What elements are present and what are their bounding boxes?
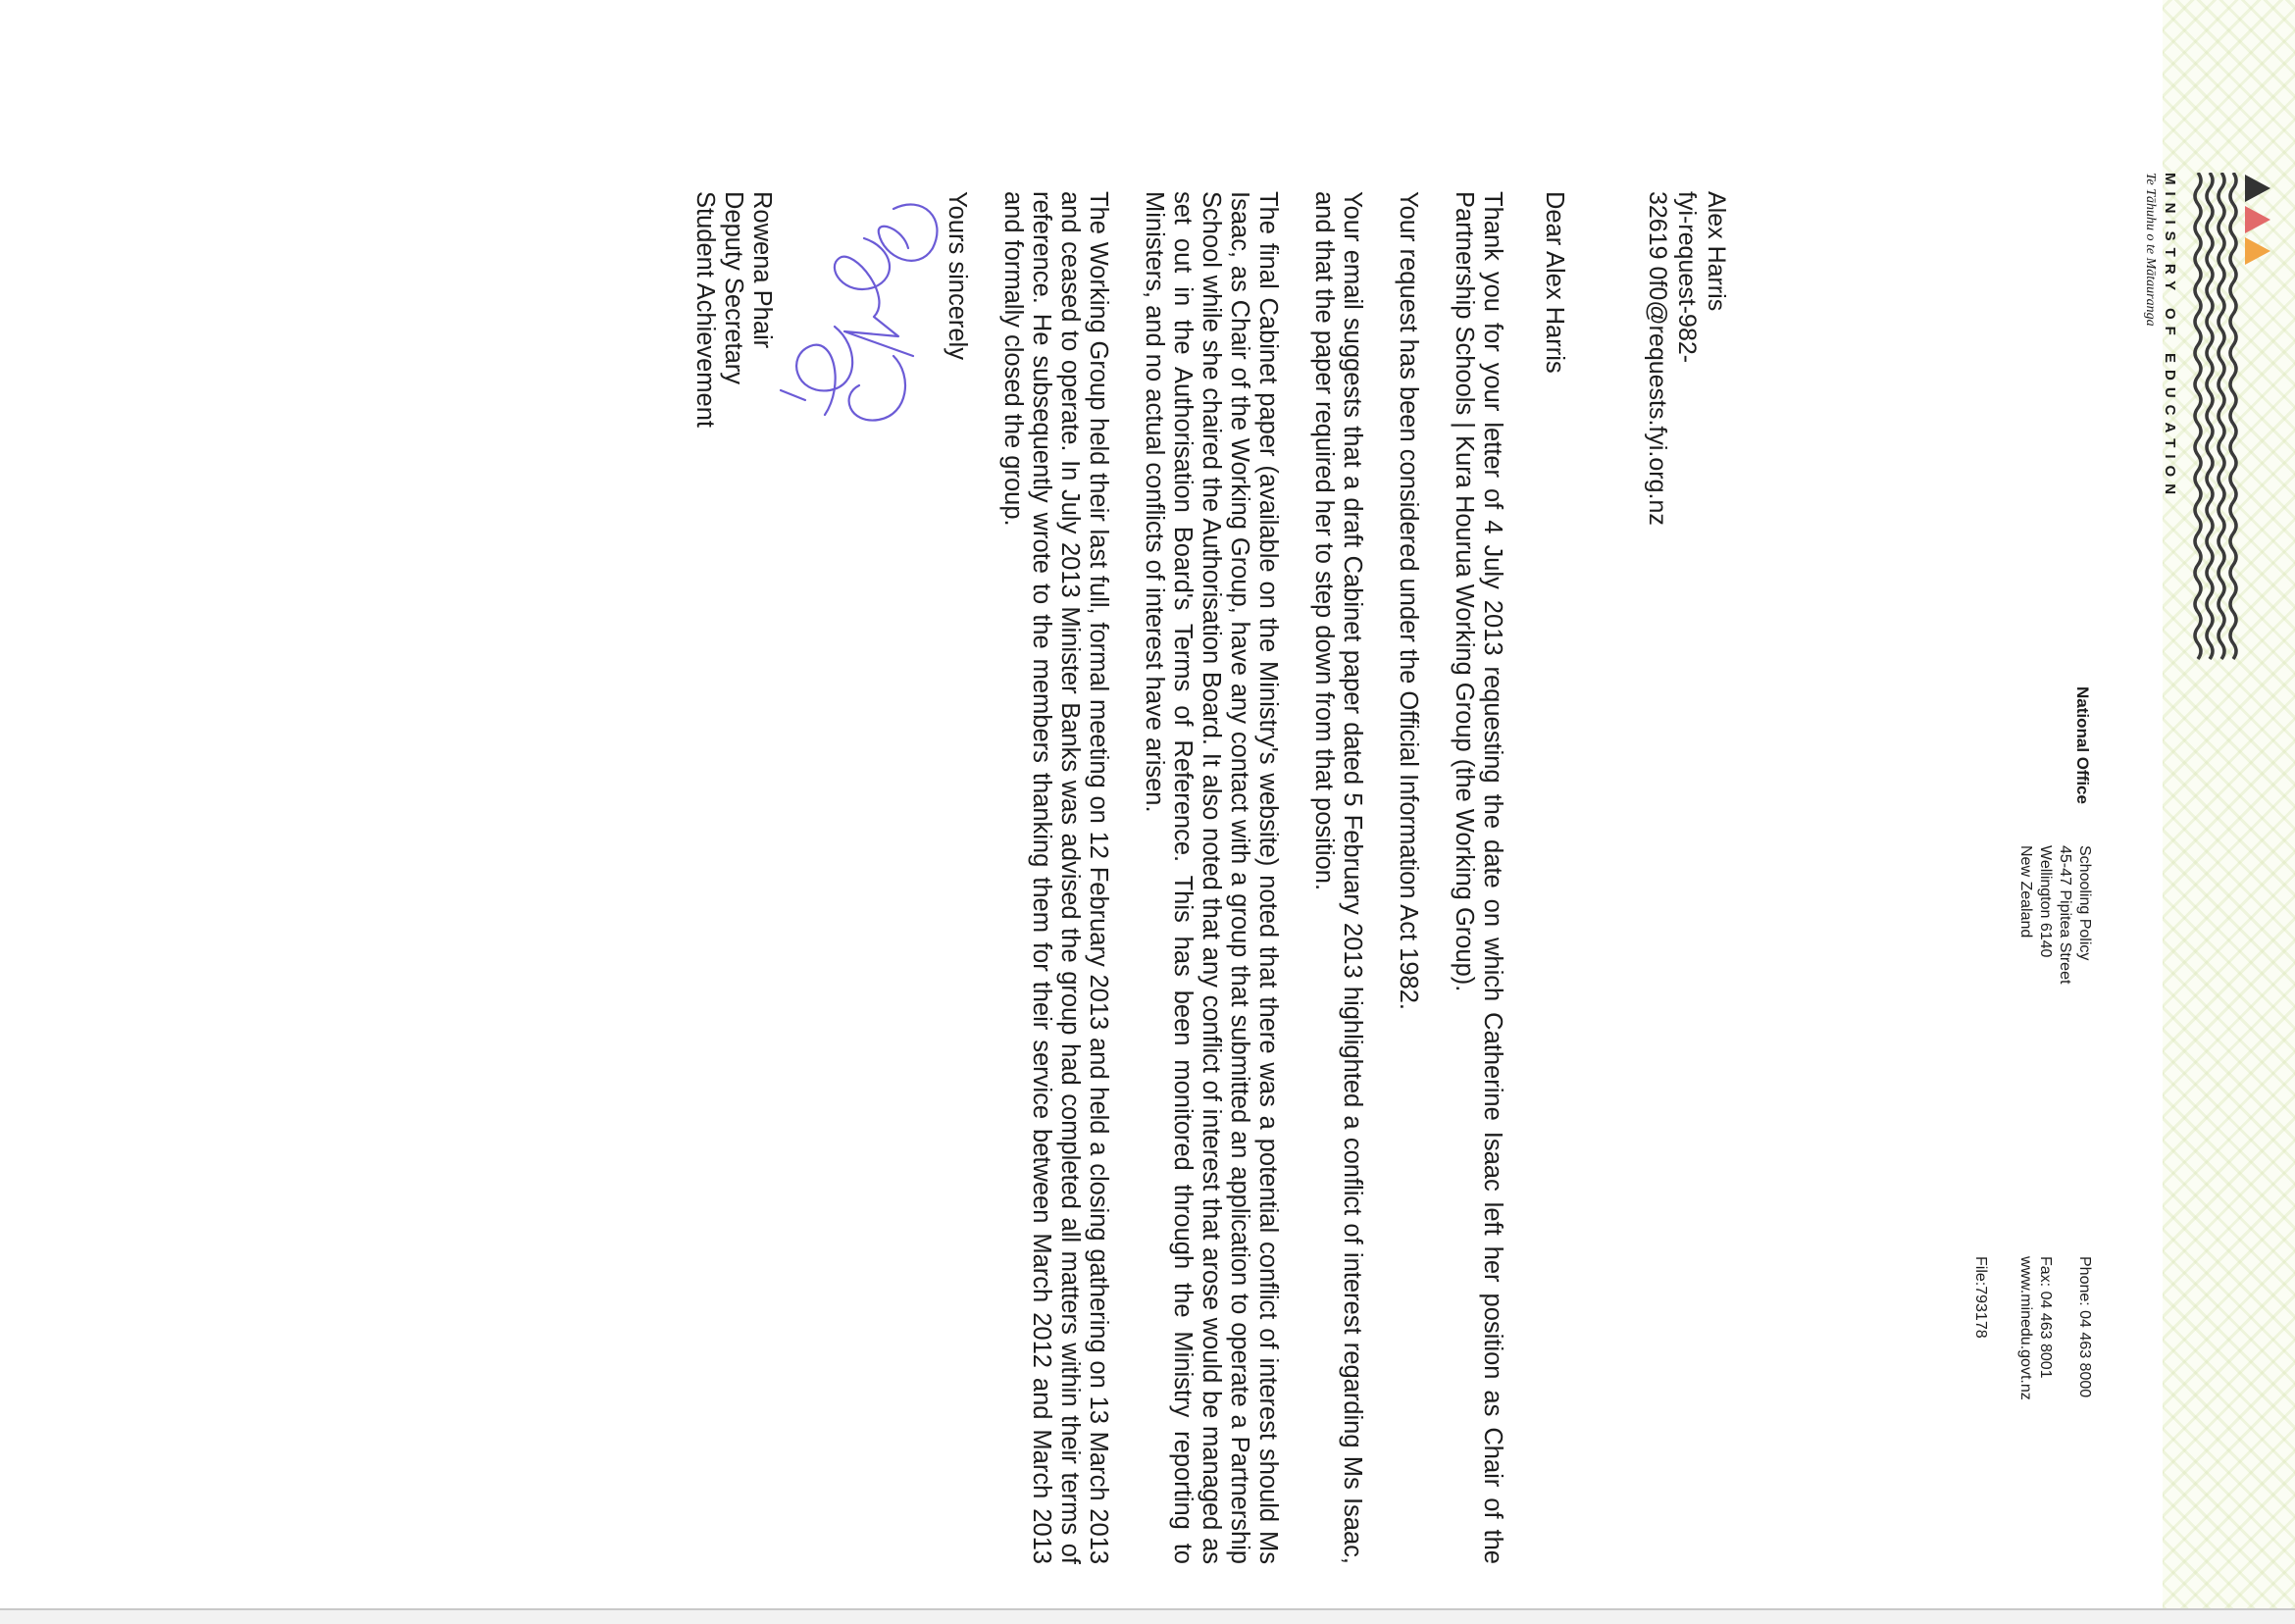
org-name: MINISTRY OF EDUCATION [2162, 173, 2178, 502]
body-paragraph: The final Cabinet paper (available on the Ministry's website) noted that there was a potential conflict of interest should Ms Isaac, as Chair of the Working Group, have any contact with a group that submitted an application to operate a Partnership School while she chaired the Authorisation Board. It also noted that any conflict of interest that arose would be managed as set out in the Authorisation Board's Terms of Reference. This has been monitored through the Ministry reporting to Ministers, and no actual conflicts of interest have arisen. [1141, 191, 1282, 1564]
salutation: Dear Alex Harris [1541, 191, 1568, 374]
recipient-block [1643, 191, 1731, 526]
recipient-name: Alex Harris [1703, 191, 1730, 312]
address-line: New Zealand [2017, 845, 2034, 939]
fax-number: Fax: 04 463 8001 [2037, 1256, 2054, 1379]
triangle-orange-icon [2245, 237, 2270, 265]
address-line: Schooling Policy [2076, 845, 2093, 961]
address-line: Wellington 6140 [2037, 845, 2054, 958]
office-label: National Office [2073, 686, 2092, 804]
closing-block [690, 191, 971, 1564]
logo-waves-icon [2182, 173, 2241, 663]
triangle-dark-icon [2245, 175, 2270, 202]
closing-phrase: Yours sincerely [944, 191, 971, 360]
letter-body [690, 191, 1568, 1564]
signature [776, 191, 943, 1564]
body-paragraph: Your request has been considered under the Official Information Act 1982. [1395, 191, 1422, 1010]
contact-block [1970, 1256, 2094, 1400]
body-paragraph: Your email suggests that a draft Cabinet paper dated 5 February 2013 highlighted a conflict of interest regarding Ms Isaac, and that the paper required her to step down from that position. [1310, 191, 1366, 1564]
body-paragraph: Thank you for your letter of 4 July 2013 requesting the date on which Catherine Isaac left her position as Chair of the Partnership Schools | Kura Hourua Working Group (the Working Group). [1451, 191, 1506, 1564]
ministry-logo [2142, 173, 2270, 663]
recipient-email-line: 32619 0f0@requests.fyi.org.nz [1644, 191, 1671, 526]
address-line: 45-47 Pipitea Street [2057, 845, 2073, 985]
signature-scribble-icon [766, 189, 952, 444]
address-block [2015, 845, 2094, 984]
recipient-email-line: fyi-request-982- [1673, 191, 1701, 364]
file-reference: File:793178 [1972, 1256, 1989, 1339]
signatory-name: Rowena Phair [748, 191, 776, 349]
website-link: www.minedu.govt.nz [2017, 1256, 2034, 1400]
org-name-maori: Te Tāhuhu o te Mātauranga [2143, 173, 2158, 327]
signatory-title: Student Achievement [691, 191, 719, 428]
signatory-title: Deputy Secretary [720, 191, 747, 385]
phone-number: Phone: 04 463 8000 [2076, 1256, 2093, 1398]
body-paragraph: The Working Group held their last full, formal meeting on 12 February 2013 and held a closing gathering on 13 March 2013 and ceased to operate. In July 2013 Minister Banks was advised the group had completed all matters within their terms of reference. He subsequently wrote to the members thanking them for their service between March 2012 and March 2013 and formally closed the group. [999, 191, 1112, 1564]
logo-triangles [2245, 175, 2270, 663]
triangle-red-icon [2245, 206, 2270, 233]
